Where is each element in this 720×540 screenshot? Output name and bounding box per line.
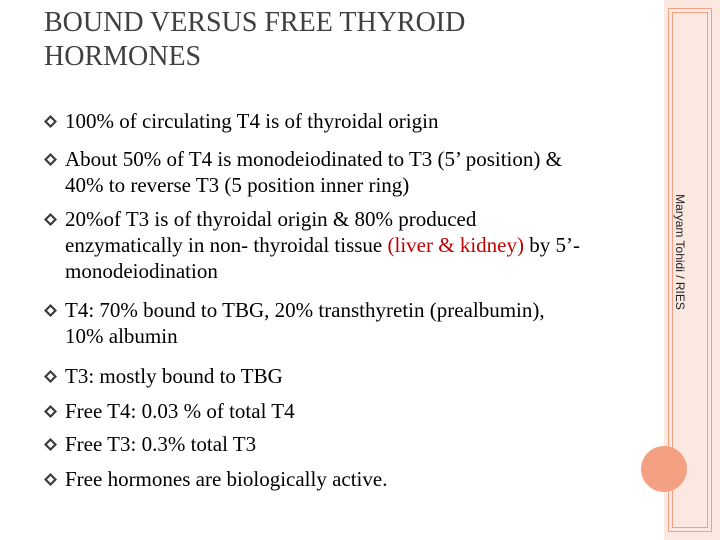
bullet-item xyxy=(44,108,644,134)
decorative-circle xyxy=(641,446,687,492)
bullet-text-continuation: monodeiodination xyxy=(65,259,218,283)
bullet-text: 100% of circulating T4 is of thyroidal origin xyxy=(65,109,439,133)
bullet-text-continuation xyxy=(44,232,644,258)
bullet-item xyxy=(44,431,644,457)
diamond-bullet-icon xyxy=(44,115,57,128)
bullet-text: 20%of T3 is of thyroidal origin & 80% produced xyxy=(65,207,477,231)
diamond-bullet-icon xyxy=(44,213,57,226)
bullet-item xyxy=(44,363,644,389)
bullet-text-segment: by 5’- xyxy=(523,233,580,257)
bullet-item xyxy=(44,398,644,424)
diamond-bullet-icon xyxy=(44,405,57,418)
bullet-item xyxy=(44,466,644,492)
slide-title: BOUND VERSUS FREE THYROID HORMONES xyxy=(44,7,466,72)
diamond-bullet-icon xyxy=(44,153,57,166)
bullet-text-segment: enzymatically in non- thyroidal tissue xyxy=(65,233,388,257)
bullet-item xyxy=(44,297,644,349)
bullet-text-continuation: 10% albumin xyxy=(65,324,178,348)
bullet-text: T3: mostly bound to TBG xyxy=(65,364,283,388)
bullet-text: T4: 70% bound to TBG, 20% transthyretin (prealbumin), xyxy=(65,298,545,322)
bullet-item xyxy=(44,146,644,198)
bullet-text: Free hormones are biologically active. xyxy=(65,467,388,491)
bullet-text-continuation: 40% to reverse T3 (5 position inner ring) xyxy=(65,173,410,197)
author-watermark: Maryam Tohidi / RIES xyxy=(673,194,687,310)
diamond-bullet-icon xyxy=(44,473,57,486)
bullet-text: Free T3: 0.3% total T3 xyxy=(65,432,257,456)
diamond-bullet-icon xyxy=(44,438,57,451)
diamond-bullet-icon xyxy=(44,304,57,317)
bullet-item xyxy=(44,206,644,284)
bullet-text: About 50% of T4 is monodeiodinated to T3 (5’ position) & xyxy=(65,147,562,171)
bullet-text: Free T4: 0.03 % of total T4 xyxy=(65,399,295,423)
highlighted-organs: (liver & kidney) xyxy=(387,233,524,257)
diamond-bullet-icon xyxy=(44,370,57,383)
